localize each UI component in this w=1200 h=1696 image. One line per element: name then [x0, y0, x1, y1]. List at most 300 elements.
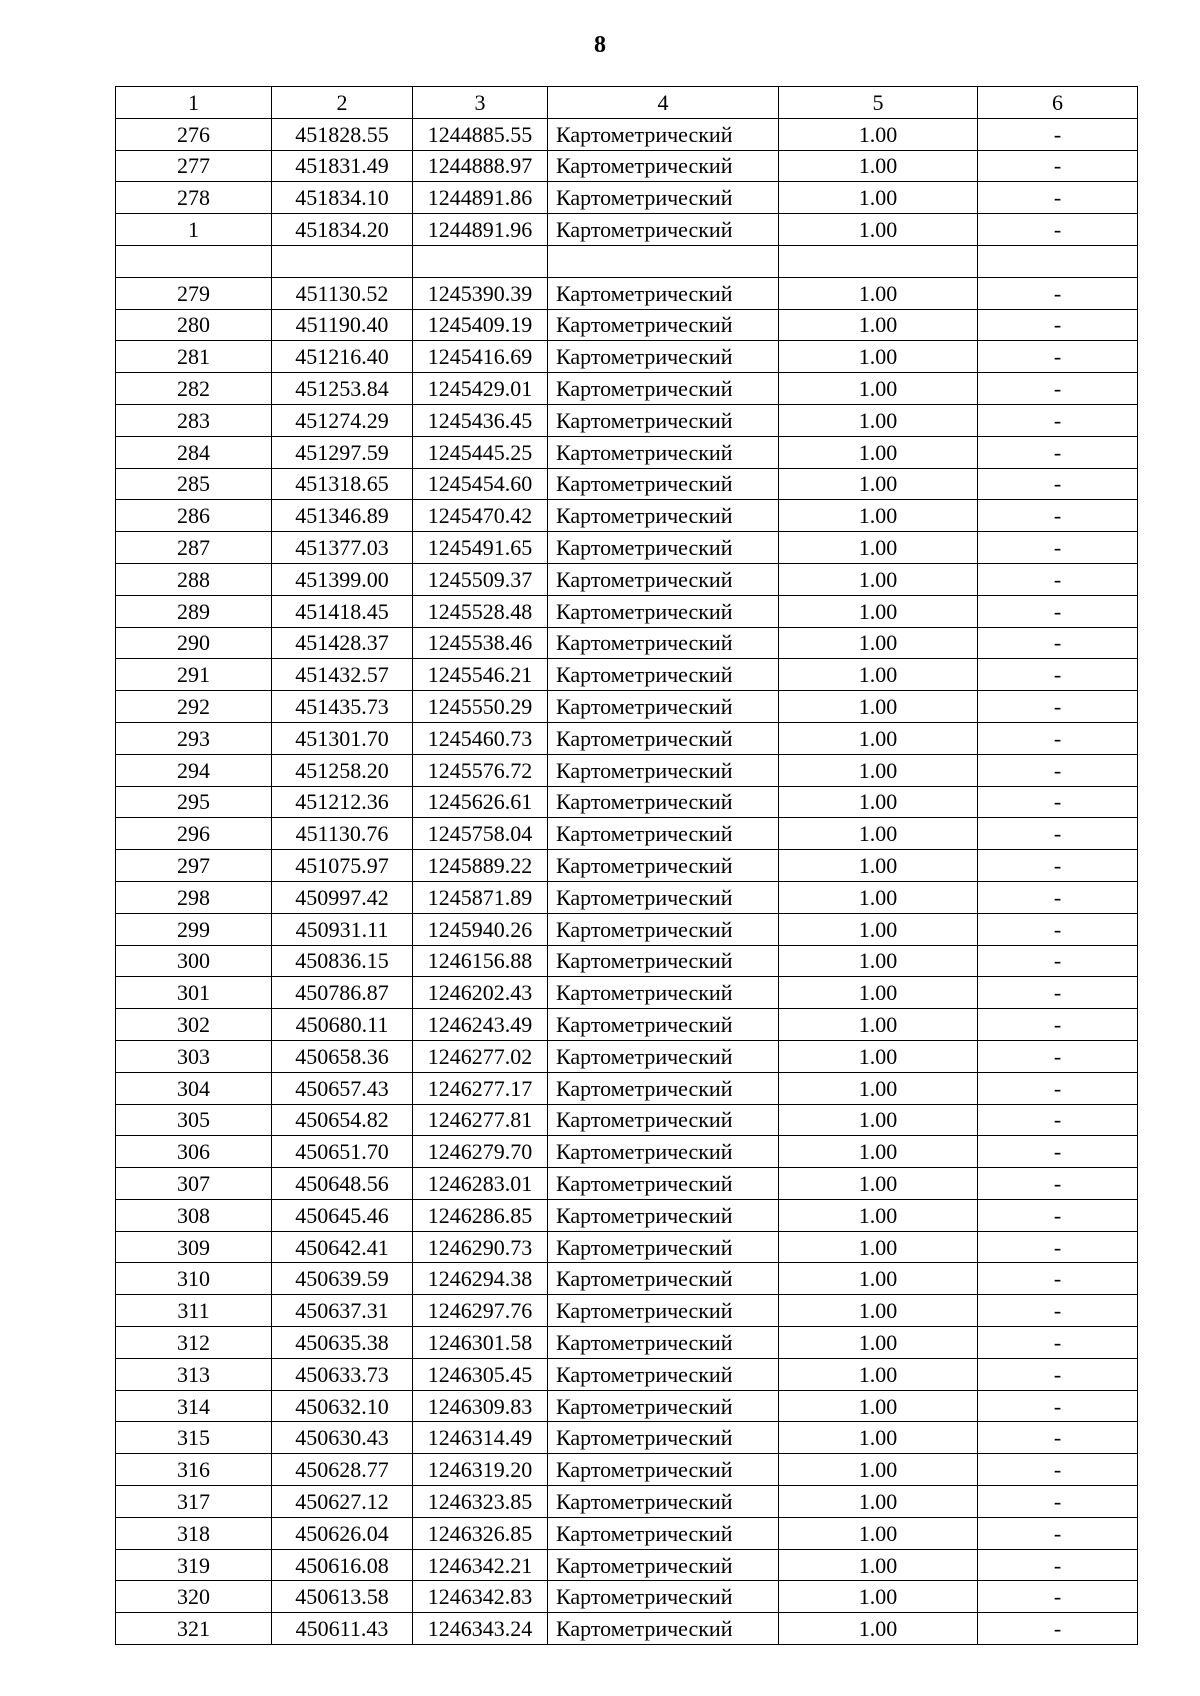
accuracy-cell: 1.00: [779, 182, 978, 214]
column-header: 3: [413, 87, 548, 119]
x-coordinate-cell: 450645.46: [272, 1199, 413, 1231]
column-header: 1: [116, 87, 272, 119]
description-cell: -: [978, 850, 1138, 882]
x-coordinate-cell: 450642.41: [272, 1231, 413, 1263]
accuracy-cell: 1.00: [779, 1327, 978, 1359]
table-row: [116, 1104, 1138, 1136]
method-cell: Картометрический: [548, 1040, 779, 1072]
description-cell: -: [978, 945, 1138, 977]
y-coordinate-cell: 1245538.46: [413, 627, 548, 659]
point-number-cell: 307: [116, 1168, 272, 1200]
point-number-cell: 286: [116, 500, 272, 532]
description-cell: -: [978, 1454, 1138, 1486]
table-row: [116, 1613, 1138, 1645]
x-coordinate-cell: 450680.11: [272, 1009, 413, 1041]
point-number-cell: 276: [116, 118, 272, 150]
x-coordinate-cell: 450648.56: [272, 1168, 413, 1200]
method-cell: Картометрический: [548, 214, 779, 246]
point-number-cell: 318: [116, 1517, 272, 1549]
method-cell: Картометрический: [548, 341, 779, 373]
table-row: [116, 659, 1138, 691]
y-coordinate-cell: 1245416.69: [413, 341, 548, 373]
table-row: [116, 1454, 1138, 1486]
x-coordinate-cell: 450654.82: [272, 1104, 413, 1136]
point-number-cell: 291: [116, 659, 272, 691]
point-number-cell: 311: [116, 1295, 272, 1327]
description-cell: -: [978, 404, 1138, 436]
y-coordinate-cell: 1245626.61: [413, 786, 548, 818]
x-coordinate-cell: [272, 245, 413, 277]
y-coordinate-cell: 1245470.42: [413, 500, 548, 532]
table-row: [116, 500, 1138, 532]
y-coordinate-cell: 1245871.89: [413, 881, 548, 913]
description-cell: [978, 245, 1138, 277]
accuracy-cell: 1.00: [779, 500, 978, 532]
accuracy-cell: 1.00: [779, 881, 978, 913]
method-cell: Картометрический: [548, 818, 779, 850]
method-cell: Картометрический: [548, 309, 779, 341]
method-cell: Картометрический: [548, 1517, 779, 1549]
x-coordinate-cell: 451258.20: [272, 754, 413, 786]
accuracy-cell: 1.00: [779, 1581, 978, 1613]
method-cell: Картометрический: [548, 977, 779, 1009]
accuracy-cell: 1.00: [779, 1136, 978, 1168]
method-cell: Картометрический: [548, 1486, 779, 1518]
accuracy-cell: 1.00: [779, 595, 978, 627]
table-row: [116, 945, 1138, 977]
accuracy-cell: 1.00: [779, 1104, 978, 1136]
point-number-cell: 293: [116, 722, 272, 754]
point-number-cell: 317: [116, 1486, 272, 1518]
description-cell: -: [978, 500, 1138, 532]
description-cell: -: [978, 341, 1138, 373]
accuracy-cell: 1.00: [779, 532, 978, 564]
accuracy-cell: 1.00: [779, 1199, 978, 1231]
y-coordinate-cell: 1244885.55: [413, 118, 548, 150]
x-coordinate-cell: 451297.59: [272, 436, 413, 468]
point-number-cell: 1: [116, 214, 272, 246]
accuracy-cell: 1.00: [779, 277, 978, 309]
accuracy-cell: 1.00: [779, 1072, 978, 1104]
description-cell: -: [978, 1358, 1138, 1390]
description-cell: -: [978, 1040, 1138, 1072]
y-coordinate-cell: 1246343.24: [413, 1613, 548, 1645]
accuracy-cell: [779, 245, 978, 277]
y-coordinate-cell: 1245454.60: [413, 468, 548, 500]
description-cell: -: [978, 1263, 1138, 1295]
description-cell: -: [978, 1486, 1138, 1518]
accuracy-cell: 1.00: [779, 1358, 978, 1390]
method-cell: Картометрический: [548, 373, 779, 405]
table-row: [116, 1263, 1138, 1295]
table-row: [116, 722, 1138, 754]
accuracy-cell: 1.00: [779, 786, 978, 818]
method-cell: Картометрический: [548, 691, 779, 723]
x-coordinate-cell: 450626.04: [272, 1517, 413, 1549]
description-cell: -: [978, 1517, 1138, 1549]
accuracy-cell: 1.00: [779, 150, 978, 182]
x-coordinate-cell: 450651.70: [272, 1136, 413, 1168]
method-cell: Картометрический: [548, 118, 779, 150]
y-coordinate-cell: 1246294.38: [413, 1263, 548, 1295]
x-coordinate-cell: 450931.11: [272, 913, 413, 945]
method-cell: Картометрический: [548, 1358, 779, 1390]
method-cell: Картометрический: [548, 563, 779, 595]
point-number-cell: 315: [116, 1422, 272, 1454]
x-coordinate-cell: 451216.40: [272, 341, 413, 373]
y-coordinate-cell: 1245436.45: [413, 404, 548, 436]
description-cell: -: [978, 1104, 1138, 1136]
method-cell: Картометрический: [548, 404, 779, 436]
column-header: 5: [779, 87, 978, 119]
x-coordinate-cell: 451301.70: [272, 722, 413, 754]
method-cell: [548, 245, 779, 277]
y-coordinate-cell: 1246301.58: [413, 1327, 548, 1359]
method-cell: Картометрический: [548, 500, 779, 532]
description-cell: -: [978, 1327, 1138, 1359]
accuracy-cell: 1.00: [779, 1613, 978, 1645]
point-number-cell: 300: [116, 945, 272, 977]
table-row: [116, 595, 1138, 627]
method-cell: Картометрический: [548, 150, 779, 182]
point-number-cell: 316: [116, 1454, 272, 1486]
method-cell: Картометрический: [548, 786, 779, 818]
description-cell: -: [978, 150, 1138, 182]
point-number-cell: 309: [116, 1231, 272, 1263]
description-cell: -: [978, 1136, 1138, 1168]
description-cell: -: [978, 691, 1138, 723]
table-row: [116, 850, 1138, 882]
x-coordinate-cell: 451212.36: [272, 786, 413, 818]
description-cell: -: [978, 1072, 1138, 1104]
table-row: [116, 404, 1138, 436]
description-cell: -: [978, 373, 1138, 405]
description-cell: -: [978, 722, 1138, 754]
y-coordinate-cell: 1246309.83: [413, 1390, 548, 1422]
method-cell: Картометрический: [548, 1136, 779, 1168]
method-cell: Картометрический: [548, 1199, 779, 1231]
point-number-cell: 306: [116, 1136, 272, 1168]
accuracy-cell: 1.00: [779, 945, 978, 977]
table-row: [116, 245, 1138, 277]
accuracy-cell: 1.00: [779, 754, 978, 786]
description-cell: -: [978, 277, 1138, 309]
y-coordinate-cell: 1245445.25: [413, 436, 548, 468]
x-coordinate-cell: 450613.58: [272, 1581, 413, 1613]
table-row: [116, 1358, 1138, 1390]
point-number-cell: 283: [116, 404, 272, 436]
table-row: [116, 977, 1138, 1009]
accuracy-cell: 1.00: [779, 341, 978, 373]
description-cell: -: [978, 1422, 1138, 1454]
x-coordinate-cell: 451318.65: [272, 468, 413, 500]
description-cell: -: [978, 786, 1138, 818]
method-cell: Картометрический: [548, 1072, 779, 1104]
point-number-cell: 292: [116, 691, 272, 723]
point-number-cell: [116, 245, 272, 277]
y-coordinate-cell: 1245576.72: [413, 754, 548, 786]
y-coordinate-cell: 1245758.04: [413, 818, 548, 850]
point-number-cell: 313: [116, 1358, 272, 1390]
y-coordinate-cell: 1246342.21: [413, 1549, 548, 1581]
table-row: [116, 1072, 1138, 1104]
description-cell: -: [978, 1199, 1138, 1231]
point-number-cell: 314: [116, 1390, 272, 1422]
description-cell: -: [978, 1390, 1138, 1422]
table-row: [116, 1136, 1138, 1168]
point-number-cell: 320: [116, 1581, 272, 1613]
x-coordinate-cell: 451346.89: [272, 500, 413, 532]
table-row: [116, 691, 1138, 723]
point-number-cell: 294: [116, 754, 272, 786]
table-row: [116, 214, 1138, 246]
y-coordinate-cell: 1246297.76: [413, 1295, 548, 1327]
table-row: [116, 150, 1138, 182]
y-coordinate-cell: 1246283.01: [413, 1168, 548, 1200]
accuracy-cell: 1.00: [779, 1263, 978, 1295]
description-cell: -: [978, 436, 1138, 468]
x-coordinate-cell: 450637.31: [272, 1295, 413, 1327]
table-row: [116, 1231, 1138, 1263]
accuracy-cell: 1.00: [779, 1422, 978, 1454]
point-number-cell: 304: [116, 1072, 272, 1104]
description-cell: -: [978, 1549, 1138, 1581]
table-row: [116, 1517, 1138, 1549]
x-coordinate-cell: 450632.10: [272, 1390, 413, 1422]
column-header: 4: [548, 87, 779, 119]
y-coordinate-cell: 1246342.83: [413, 1581, 548, 1613]
y-coordinate-cell: 1246277.17: [413, 1072, 548, 1104]
description-cell: -: [978, 1168, 1138, 1200]
y-coordinate-cell: 1245429.01: [413, 373, 548, 405]
point-number-cell: 296: [116, 818, 272, 850]
accuracy-cell: 1.00: [779, 118, 978, 150]
method-cell: Картометрический: [548, 1327, 779, 1359]
accuracy-cell: 1.00: [779, 1231, 978, 1263]
accuracy-cell: 1.00: [779, 722, 978, 754]
method-cell: Картометрический: [548, 1613, 779, 1645]
description-cell: -: [978, 977, 1138, 1009]
table-row: [116, 182, 1138, 214]
accuracy-cell: 1.00: [779, 818, 978, 850]
method-cell: Картометрический: [548, 1549, 779, 1581]
y-coordinate-cell: 1246202.43: [413, 977, 548, 1009]
accuracy-cell: 1.00: [779, 436, 978, 468]
point-number-cell: 297: [116, 850, 272, 882]
method-cell: Картометрический: [548, 182, 779, 214]
y-coordinate-cell: 1246277.02: [413, 1040, 548, 1072]
description-cell: -: [978, 754, 1138, 786]
y-coordinate-cell: 1246314.49: [413, 1422, 548, 1454]
point-number-cell: 312: [116, 1327, 272, 1359]
table-row: [116, 1390, 1138, 1422]
x-coordinate-cell: 451377.03: [272, 532, 413, 564]
method-cell: Картометрический: [548, 1581, 779, 1613]
x-coordinate-cell: 450611.43: [272, 1613, 413, 1645]
table-row: [116, 341, 1138, 373]
y-coordinate-cell: 1245546.21: [413, 659, 548, 691]
x-coordinate-cell: 451130.52: [272, 277, 413, 309]
table-row: [116, 468, 1138, 500]
x-coordinate-cell: 451432.57: [272, 659, 413, 691]
accuracy-cell: 1.00: [779, 913, 978, 945]
table-row: [116, 563, 1138, 595]
x-coordinate-cell: 450997.42: [272, 881, 413, 913]
accuracy-cell: 1.00: [779, 373, 978, 405]
point-number-cell: 279: [116, 277, 272, 309]
method-cell: Картометрический: [548, 659, 779, 691]
method-cell: Картометрический: [548, 277, 779, 309]
description-cell: -: [978, 659, 1138, 691]
x-coordinate-cell: 451435.73: [272, 691, 413, 723]
accuracy-cell: 1.00: [779, 691, 978, 723]
accuracy-cell: 1.00: [779, 563, 978, 595]
table-row: [116, 1009, 1138, 1041]
y-coordinate-cell: 1244891.96: [413, 214, 548, 246]
accuracy-cell: 1.00: [779, 627, 978, 659]
point-number-cell: 281: [116, 341, 272, 373]
description-cell: -: [978, 1295, 1138, 1327]
method-cell: Картометрический: [548, 881, 779, 913]
table-row: [116, 1199, 1138, 1231]
y-coordinate-cell: 1246156.88: [413, 945, 548, 977]
table-row: [116, 309, 1138, 341]
description-cell: -: [978, 595, 1138, 627]
description-cell: -: [978, 627, 1138, 659]
accuracy-cell: 1.00: [779, 309, 978, 341]
x-coordinate-cell: 450633.73: [272, 1358, 413, 1390]
x-coordinate-cell: 450635.38: [272, 1327, 413, 1359]
method-cell: Картометрический: [548, 754, 779, 786]
point-number-cell: 298: [116, 881, 272, 913]
x-coordinate-cell: 450616.08: [272, 1549, 413, 1581]
y-coordinate-cell: 1245889.22: [413, 850, 548, 882]
y-coordinate-cell: 1246305.45: [413, 1358, 548, 1390]
method-cell: Картометрический: [548, 913, 779, 945]
table-row: [116, 436, 1138, 468]
accuracy-cell: 1.00: [779, 850, 978, 882]
accuracy-cell: 1.00: [779, 1549, 978, 1581]
y-coordinate-cell: 1246279.70: [413, 1136, 548, 1168]
point-number-cell: 321: [116, 1613, 272, 1645]
table-row: [116, 881, 1138, 913]
table-row: [116, 754, 1138, 786]
point-number-cell: 284: [116, 436, 272, 468]
accuracy-cell: 1.00: [779, 659, 978, 691]
description-cell: -: [978, 913, 1138, 945]
column-header: 2: [272, 87, 413, 119]
point-number-cell: 303: [116, 1040, 272, 1072]
x-coordinate-cell: 450836.15: [272, 945, 413, 977]
method-cell: Картометрический: [548, 1104, 779, 1136]
y-coordinate-cell: 1246319.20: [413, 1454, 548, 1486]
point-number-cell: 305: [116, 1104, 272, 1136]
y-coordinate-cell: 1245509.37: [413, 563, 548, 595]
point-number-cell: 277: [116, 150, 272, 182]
description-cell: -: [978, 1581, 1138, 1613]
x-coordinate-cell: 450627.12: [272, 1486, 413, 1518]
y-coordinate-cell: 1246323.85: [413, 1486, 548, 1518]
method-cell: Картометрический: [548, 1009, 779, 1041]
accuracy-cell: 1.00: [779, 214, 978, 246]
table-row: [116, 818, 1138, 850]
method-cell: Картометрический: [548, 945, 779, 977]
coordinates-table: [115, 86, 1138, 1645]
accuracy-cell: 1.00: [779, 1295, 978, 1327]
point-number-cell: 285: [116, 468, 272, 500]
y-coordinate-cell: [413, 245, 548, 277]
table-row: [116, 1295, 1138, 1327]
description-cell: -: [978, 468, 1138, 500]
point-number-cell: 282: [116, 373, 272, 405]
table-row: [116, 1486, 1138, 1518]
description-cell: -: [978, 309, 1138, 341]
description-cell: -: [978, 118, 1138, 150]
table-row: [116, 118, 1138, 150]
y-coordinate-cell: 1246290.73: [413, 1231, 548, 1263]
x-coordinate-cell: 451130.76: [272, 818, 413, 850]
x-coordinate-cell: 451428.37: [272, 627, 413, 659]
y-coordinate-cell: 1244891.86: [413, 182, 548, 214]
method-cell: Картометрический: [548, 850, 779, 882]
description-cell: -: [978, 881, 1138, 913]
description-cell: -: [978, 182, 1138, 214]
accuracy-cell: 1.00: [779, 1517, 978, 1549]
method-cell: Картометрический: [548, 1390, 779, 1422]
y-coordinate-cell: 1245491.65: [413, 532, 548, 564]
table-row: [116, 532, 1138, 564]
point-number-cell: 301: [116, 977, 272, 1009]
point-number-cell: 290: [116, 627, 272, 659]
x-coordinate-cell: 450657.43: [272, 1072, 413, 1104]
y-coordinate-cell: 1245940.26: [413, 913, 548, 945]
page-number: 8: [594, 32, 606, 58]
point-number-cell: 308: [116, 1199, 272, 1231]
x-coordinate-cell: 450628.77: [272, 1454, 413, 1486]
method-cell: Картометрический: [548, 1231, 779, 1263]
accuracy-cell: 1.00: [779, 1168, 978, 1200]
description-cell: -: [978, 818, 1138, 850]
x-coordinate-cell: 451190.40: [272, 309, 413, 341]
x-coordinate-cell: 451075.97: [272, 850, 413, 882]
x-coordinate-cell: 450630.43: [272, 1422, 413, 1454]
x-coordinate-cell: 450639.59: [272, 1263, 413, 1295]
method-cell: Картометрический: [548, 722, 779, 754]
x-coordinate-cell: 451253.84: [272, 373, 413, 405]
point-number-cell: 295: [116, 786, 272, 818]
y-coordinate-cell: 1246277.81: [413, 1104, 548, 1136]
x-coordinate-cell: 451399.00: [272, 563, 413, 595]
y-coordinate-cell: 1245460.73: [413, 722, 548, 754]
x-coordinate-cell: 451834.10: [272, 182, 413, 214]
point-number-cell: 310: [116, 1263, 272, 1295]
accuracy-cell: 1.00: [779, 977, 978, 1009]
description-cell: -: [978, 532, 1138, 564]
method-cell: Картометрический: [548, 1422, 779, 1454]
method-cell: Картометрический: [548, 532, 779, 564]
y-coordinate-cell: 1246243.49: [413, 1009, 548, 1041]
point-number-cell: 302: [116, 1009, 272, 1041]
table-row: [116, 373, 1138, 405]
description-cell: -: [978, 1613, 1138, 1645]
x-coordinate-cell: 451274.29: [272, 404, 413, 436]
point-number-cell: 288: [116, 563, 272, 595]
table-row: [116, 1168, 1138, 1200]
table-row: [116, 786, 1138, 818]
method-cell: Картометрический: [548, 468, 779, 500]
table-row: [116, 277, 1138, 309]
y-coordinate-cell: 1246286.85: [413, 1199, 548, 1231]
